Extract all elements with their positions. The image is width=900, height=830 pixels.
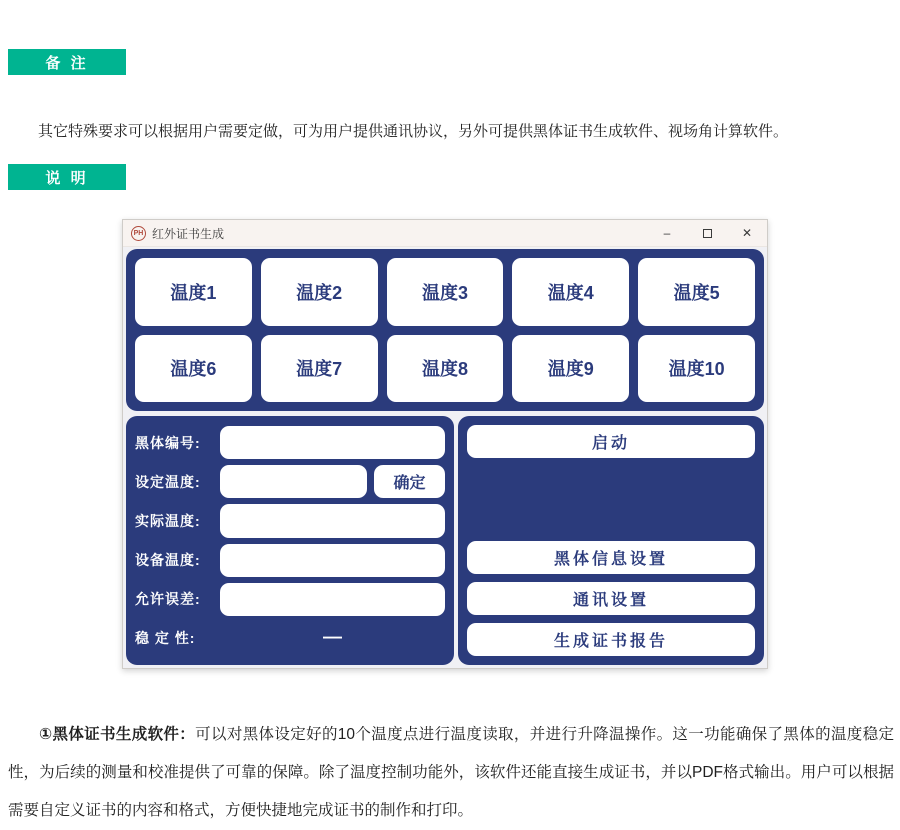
device-temperature-label: 设备温度: [135,552,201,569]
set-temperature-row [135,465,445,498]
window-titlebar [123,220,767,247]
temperature-8-button[interactable]: 温度8 [387,335,504,403]
set-temperature-label: 设定温度: [135,473,201,490]
temperature-9-button[interactable]: 温度9 [512,335,629,403]
blackbody-id-input[interactable] [220,426,445,459]
remark-paragraph: 其它特殊要求可以根据用户需要定做，可为用户提供通讯协议，另外可提供黑体证书生成软件、视场角计算软件。 [38,123,789,140]
window-title: 红外证书生成 [152,226,225,241]
section-badge-description: 说 明 [8,164,126,190]
stability-value: — [323,627,342,649]
app-icon: PH [131,226,146,241]
close-button[interactable]: ✕ [741,226,753,240]
actual-temperature-label: 实际温度: [135,512,201,529]
actual-temperature-input[interactable] [220,504,445,537]
allowed-error-input[interactable] [220,583,445,616]
fields-panel [126,416,454,665]
temperature-3-button[interactable]: 温度3 [387,258,504,326]
actual-temperature-row [135,504,445,537]
minimize-button[interactable]: – [663,226,671,240]
generate-report-button[interactable]: 生成证书报告 [467,623,755,656]
allowed-error-label: 允许误差: [135,591,201,608]
app-window [122,219,768,669]
temperature-4-button[interactable]: 温度4 [512,258,629,326]
software-note-lead: ①黑体证书生成软件： [39,725,196,743]
start-button[interactable]: 启动 [467,425,755,458]
confirm-button[interactable]: 确定 [374,465,445,498]
software-note-paragraph [8,716,894,830]
window-controls [647,220,767,246]
temperature-7-button[interactable]: 温度7 [261,335,378,403]
communication-settings-button[interactable]: 通讯设置 [467,582,755,615]
stability-row [135,622,445,655]
maximize-icon [703,229,712,238]
blackbody-info-settings-button[interactable]: 黑体信息设置 [467,541,755,574]
device-temperature-input[interactable] [220,544,445,577]
set-temperature-input[interactable] [220,465,367,498]
stability-label: 稳 定 性: [135,630,196,647]
software-note-body: 可以对黑体设定好的10个温度点进行温度读取，并进行升降温操作。这一功能确保了黑体的温度稳定性，为后续的测量和校准提供了可靠的保障。除了温度控制功能外，该软件还能直接生成证书，并以PDF格式输出。用户可以根据需要自定义证书的内容和格式，方便快捷地完成证书的制作和打印。 [8,725,894,819]
actions-panel [458,416,764,665]
temperature-10-button[interactable]: 温度10 [638,335,755,403]
device-temperature-row [135,544,445,577]
allowed-error-row [135,583,445,616]
blackbody-id-label: 黑体编号: [135,434,201,451]
window-client-area [123,247,767,668]
temperature-6-button[interactable]: 温度6 [135,335,252,403]
actions-spacer [467,466,755,533]
maximize-button[interactable] [687,220,727,246]
blackbody-id-row [135,426,445,459]
section-badge-remark: 备 注 [8,49,126,75]
temperature-panel [126,249,764,411]
temperature-5-button[interactable]: 温度5 [638,258,755,326]
temperature-1-button[interactable]: 温度1 [135,258,252,326]
temperature-2-button[interactable]: 温度2 [261,258,378,326]
